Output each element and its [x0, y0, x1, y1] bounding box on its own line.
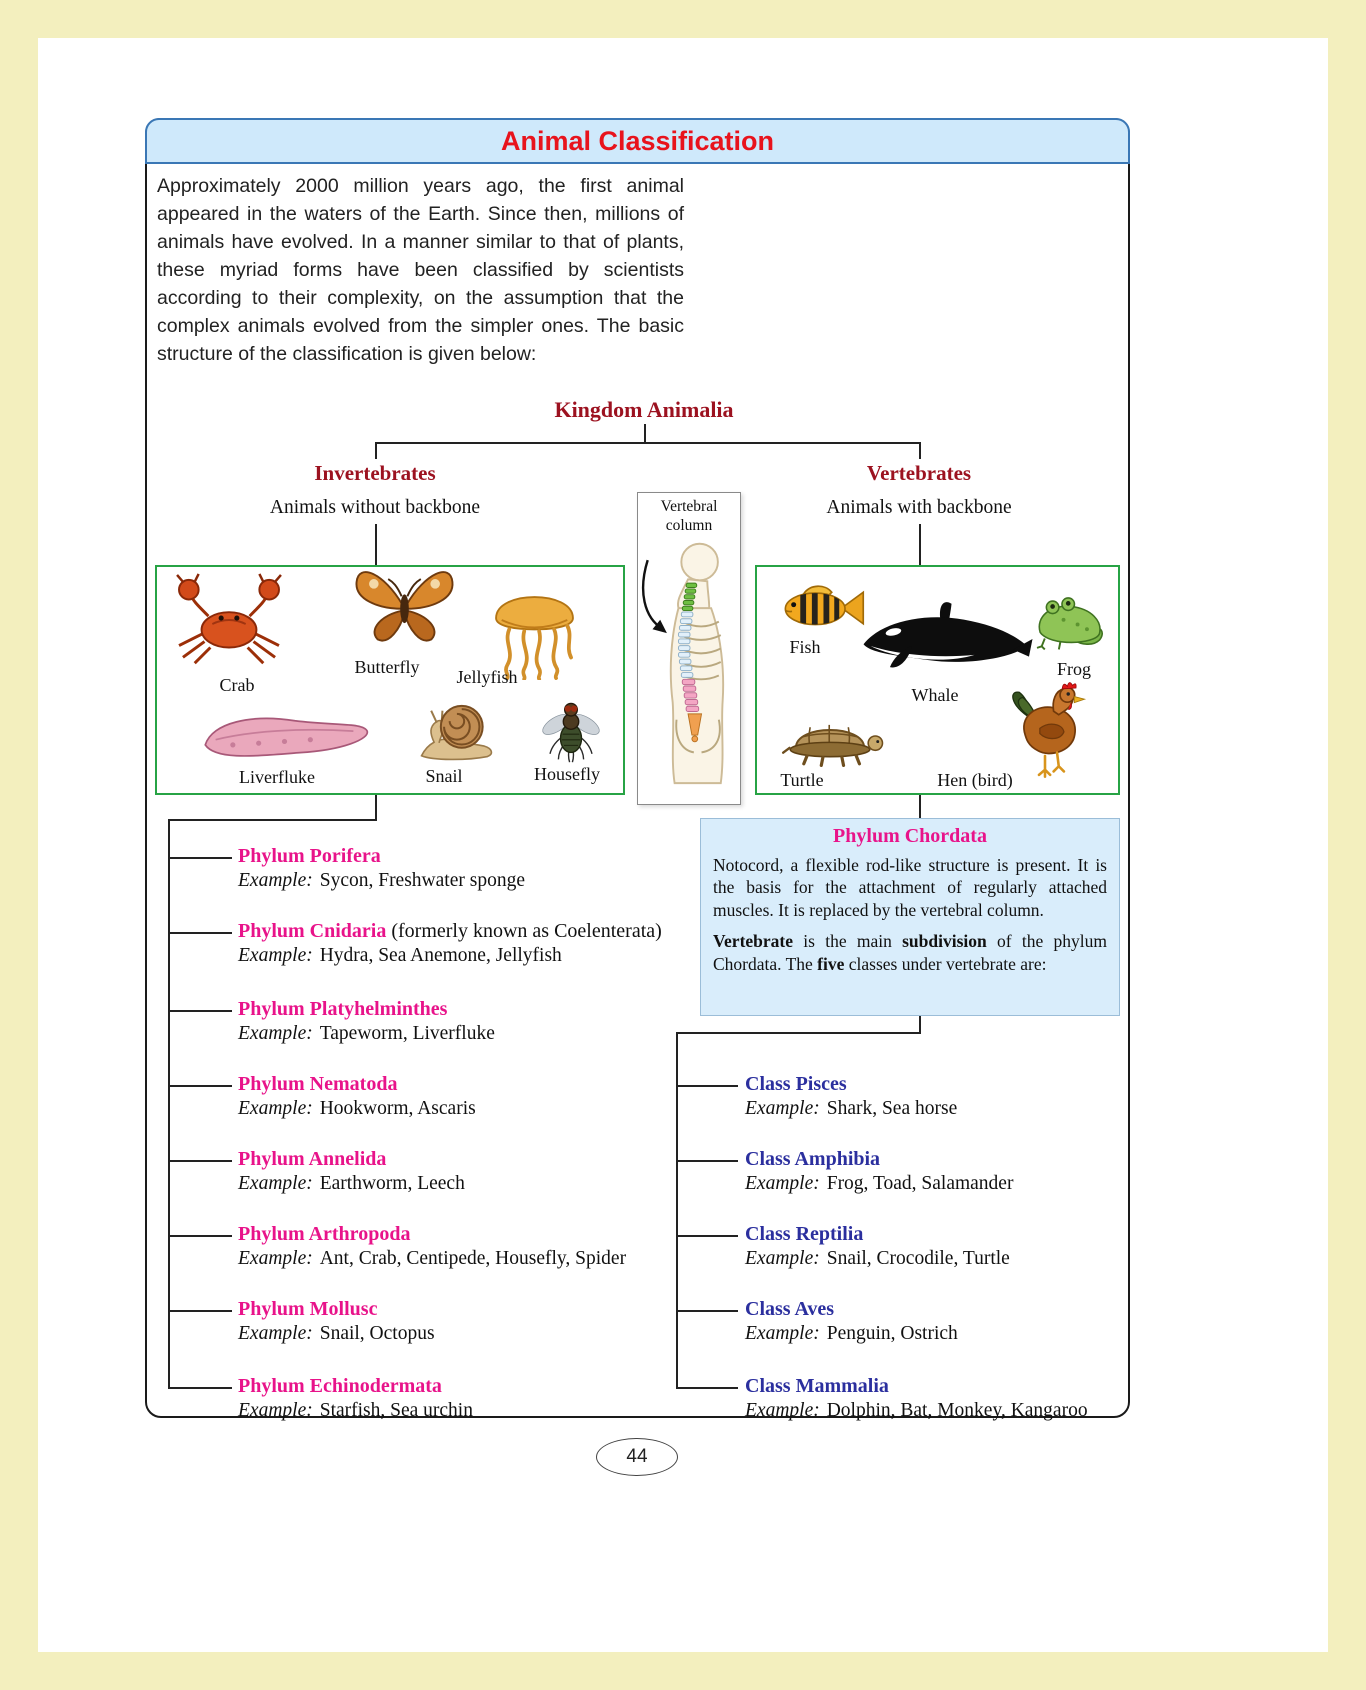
vertebral-column-figure — [640, 537, 740, 801]
example-text: Starfish, Sea urchin — [319, 1400, 473, 1421]
vertebral-column-box — [637, 492, 741, 805]
example-label: Example: — [238, 1248, 313, 1269]
liverfluke-figure — [187, 707, 382, 769]
phylum-name: Phylum Porifera — [238, 845, 381, 867]
tree-tick — [676, 1235, 738, 1237]
tree-tick — [168, 1387, 232, 1389]
invertebrates-subtitle: Animals without backbone — [269, 497, 481, 518]
frog-image — [1025, 587, 1113, 651]
jellyfish-figure — [482, 575, 587, 680]
tree-tick — [168, 932, 232, 934]
phylum-name: Phylum Arthropoda — [238, 1223, 411, 1245]
tree-tick — [676, 1387, 738, 1389]
snail-image — [407, 693, 502, 767]
class-entry-mammalia — [745, 1375, 1135, 1422]
vertebrates-subtitle: Animals with backbone — [826, 497, 1012, 518]
example-label: Example: — [745, 1173, 820, 1194]
tree-tick — [168, 1085, 232, 1087]
page-number-badge — [596, 1438, 678, 1476]
tree-line — [375, 442, 377, 459]
chordata-text: of the phylum Chordata. The — [713, 931, 1107, 974]
tree-line — [676, 1032, 921, 1034]
page-title: Animal Classification — [500, 125, 775, 156]
tree-line — [919, 795, 921, 818]
hen-label: Hen (bird) — [937, 770, 1013, 790]
example-label: Example: — [745, 1400, 820, 1421]
chordata-text: classes under vertebrate are: — [844, 953, 1047, 974]
chordata-title: Phylum Chordata — [833, 825, 987, 847]
class-entry-pisces — [745, 1073, 1135, 1120]
crab-figure — [165, 573, 293, 671]
example-label: Example: — [238, 870, 313, 891]
turtle-label: Turtle — [780, 770, 824, 790]
chordata-paragraph-2 — [713, 930, 1107, 975]
class-entry-reptilia — [745, 1223, 1135, 1270]
example-text: Hydra, Sea Anemone, Jellyfish — [319, 945, 562, 966]
tree-line — [919, 442, 921, 459]
phylum-name: Phylum Echinodermata — [238, 1375, 442, 1397]
phylum-chordata-box — [700, 818, 1120, 1016]
phylum-name: Phylum Nematoda — [238, 1073, 398, 1095]
example-text: Earthworm, Leech — [319, 1173, 465, 1194]
example-text: Penguin, Ostrich — [826, 1323, 958, 1344]
crab-image — [165, 573, 293, 671]
vertebral-column-image — [640, 537, 740, 791]
tree-line — [375, 442, 921, 444]
snail-label: Snail — [425, 766, 463, 786]
tree-tick — [676, 1160, 738, 1162]
crab-label: Crab — [219, 675, 255, 695]
example-text: Snail, Octopus — [319, 1323, 435, 1344]
frog-figure — [1025, 587, 1113, 651]
tree-tick — [676, 1085, 738, 1087]
liverfluke-label: Liverfluke — [239, 767, 315, 787]
whale-figure — [852, 595, 1037, 683]
example-text: Tapeworm, Liverfluke — [319, 1023, 495, 1044]
example-label: Example: — [745, 1323, 820, 1344]
tree-line — [168, 819, 170, 1389]
phylum-name: Phylum Mollusc — [238, 1298, 378, 1320]
kingdom-heading: Kingdom Animalia — [554, 397, 734, 422]
phylum-entry-annelida — [238, 1148, 683, 1195]
phylum-entry-echinodermata — [238, 1375, 683, 1422]
example-text: Shark, Sea horse — [826, 1098, 958, 1119]
jellyfish-label: Jellyfish — [456, 667, 518, 687]
housefly-label: Housefly — [534, 764, 600, 784]
class-name: Class Mammalia — [745, 1375, 889, 1397]
phylum-entry-porifera — [238, 845, 683, 892]
phylum-name: Phylum Cnidaria — [238, 920, 387, 942]
phylum-entry-arthropoda — [238, 1223, 683, 1270]
housefly-figure — [532, 695, 610, 765]
hen-figure — [1002, 677, 1088, 785]
example-label: Example: — [745, 1098, 820, 1119]
tree-tick — [168, 857, 232, 859]
phylum-entry-platyhelminthes — [238, 998, 683, 1045]
butterfly-figure — [347, 549, 462, 657]
tree-line — [644, 424, 646, 442]
example-label: Example: — [745, 1248, 820, 1269]
example-text: Dolphin, Bat, Monkey, Kangaroo — [826, 1400, 1088, 1421]
fish-label: Fish — [789, 637, 821, 657]
example-text: Frog, Toad, Salamander — [826, 1173, 1014, 1194]
intro-paragraph: Approximately 2000 million years ago, the first animal appeared in the waters of the Earth. Since then, millions of animals have evolved. In a manner similar to that of plants, these myriad forms have been classified by scientists according to their complexity, on the assumption that the complex animals evolved from the simpler ones. The basic structure of the classification is given below: — [157, 175, 684, 366]
tree-line — [375, 795, 377, 821]
turtle-figure — [769, 705, 899, 767]
phylum-name: Phylum Platyhelminthes — [238, 998, 448, 1020]
example-text: Sycon, Freshwater sponge — [319, 870, 525, 891]
example-text: Ant, Crab, Centipede, Housefly, Spider — [319, 1248, 627, 1269]
example-text: Snail, Crocodile, Turtle — [826, 1248, 1010, 1269]
frog-label: Frog — [1056, 659, 1092, 679]
vertebrates-heading: Vertebrates — [866, 461, 972, 485]
liverfluke-image — [187, 707, 382, 769]
snail-figure — [407, 693, 502, 767]
class-entry-aves — [745, 1298, 1135, 1345]
phylum-entry-nematoda — [238, 1073, 683, 1120]
chordata-bold-subdivision: subdivision — [902, 931, 987, 952]
whale-image — [852, 595, 1037, 683]
chordata-bold-five: five — [817, 953, 845, 974]
example-label: Example: — [238, 1323, 313, 1344]
vertebrates-image-box — [755, 565, 1120, 795]
chordata-text: is the main — [793, 931, 903, 952]
example-label: Example: — [238, 1023, 313, 1044]
butterfly-label: Butterfly — [354, 657, 420, 677]
phylum-entry-mollusc — [238, 1298, 683, 1345]
example-label: Example: — [238, 945, 313, 966]
tree-line — [919, 524, 921, 565]
vertebral-column-label: Vertebral column — [660, 498, 718, 534]
page-title-bar — [145, 118, 1130, 164]
class-name: Class Reptilia — [745, 1223, 864, 1245]
class-name: Class Aves — [745, 1298, 835, 1320]
jellyfish-image — [482, 575, 587, 680]
tree-tick — [168, 1160, 232, 1162]
class-entry-amphibia — [745, 1148, 1135, 1195]
example-text: Hookworm, Ascaris — [319, 1098, 476, 1119]
phylum-entry-cnidaria — [238, 920, 683, 967]
invertebrates-image-box — [155, 565, 625, 795]
chordata-bold-vertebrate: Vertebrate — [713, 931, 794, 952]
chordata-paragraph-1: Notocord, a flexible rod-like structure is present. It is the basis for the attachment of regularly attached muscles. It is replaced by the vertebral column. — [713, 855, 1107, 920]
housefly-image — [532, 695, 610, 765]
tree-line — [168, 819, 377, 821]
invertebrates-heading: Invertebrates — [314, 461, 436, 485]
phylum-name-suffix: (formerly known as Coelenterata) — [386, 920, 662, 942]
whale-label: Whale — [911, 685, 959, 705]
class-name: Class Amphibia — [745, 1148, 881, 1170]
tree-tick — [168, 1310, 232, 1312]
example-label: Example: — [238, 1098, 313, 1119]
phylum-name: Phylum Annelida — [238, 1148, 387, 1170]
tree-line — [919, 1014, 921, 1033]
turtle-image — [769, 705, 899, 767]
tree-tick — [168, 1235, 232, 1237]
tree-tick — [168, 1010, 232, 1012]
hen-image — [1002, 677, 1088, 785]
page-number: 44 — [626, 1446, 648, 1467]
example-label: Example: — [238, 1400, 313, 1421]
tree-tick — [676, 1310, 738, 1312]
class-name: Class Pisces — [745, 1073, 847, 1095]
example-label: Example: — [238, 1173, 313, 1194]
butterfly-image — [347, 549, 462, 657]
